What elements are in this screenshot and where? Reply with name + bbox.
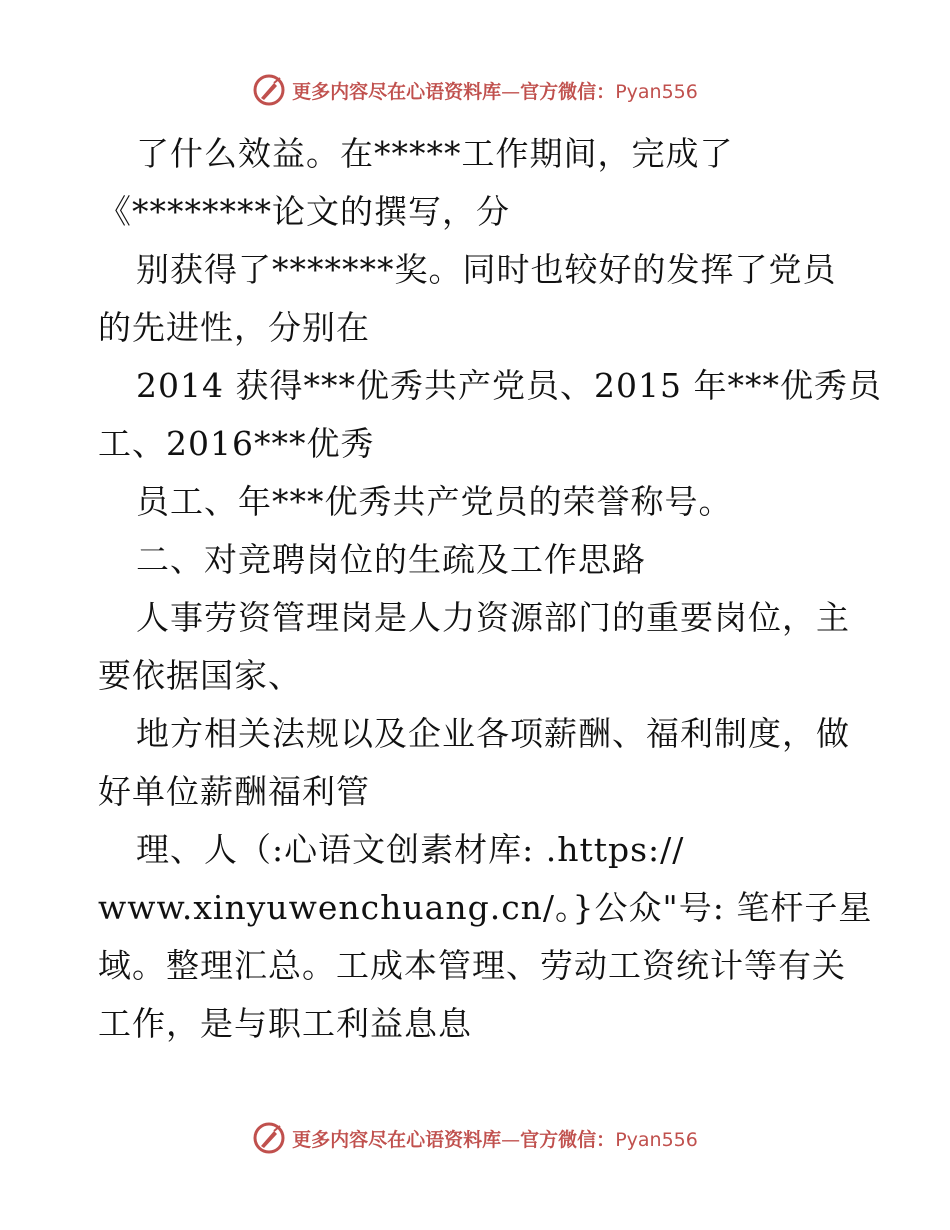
footer-watermark (0, 1118, 950, 1158)
text-line: 二、对竞聘岗位的生疏及工作思路 (136, 540, 646, 579)
text-line: 工作，是与职工利益息息 (98, 1004, 472, 1043)
watermark-text: 更多内容尽在心语资料库—官方微信：Pyan556 (292, 1128, 698, 1151)
quill-logo-icon (252, 73, 286, 107)
text-line: 了什么效益。在*****工作期间，完成了 (136, 134, 734, 173)
text-line: 2014 获得***优秀共产党员、2015 年***优秀员 (136, 366, 882, 405)
document-body (98, 125, 882, 1053)
text-line: www.xinyuwenchuang.cn/。}公众"号: 笔杆子星 (98, 888, 873, 927)
text-line: 地方相关法规以及企业各项薪酬、福利制度，做 (136, 714, 850, 753)
text-line: 工、2016***优秀 (98, 424, 375, 463)
text-line: 要依据国家、 (98, 656, 302, 695)
header-watermark (0, 70, 950, 110)
text-line: 员工、年***优秀共产党员的荣誉称号。 (136, 482, 733, 521)
text-line: 别获得了*******奖。同时也较好的发挥了党员 (136, 250, 837, 289)
quill-logo-icon (252, 1121, 286, 1155)
text-line: 的先进性，分别在 (98, 308, 370, 347)
text-line: 理、人（:心语文创素材库: .https:// (136, 830, 685, 869)
text-line: 《********论文的撰写，分 (98, 192, 510, 231)
text-line: 域。整理汇总。工成本管理、劳动工资统计等有关 (98, 946, 846, 985)
text-line: 好单位薪酬福利管 (98, 772, 370, 811)
text-line: 人事劳资管理岗是人力资源部门的重要岗位，主 (136, 598, 850, 637)
watermark-text: 更多内容尽在心语资料库—官方微信：Pyan556 (292, 80, 698, 103)
